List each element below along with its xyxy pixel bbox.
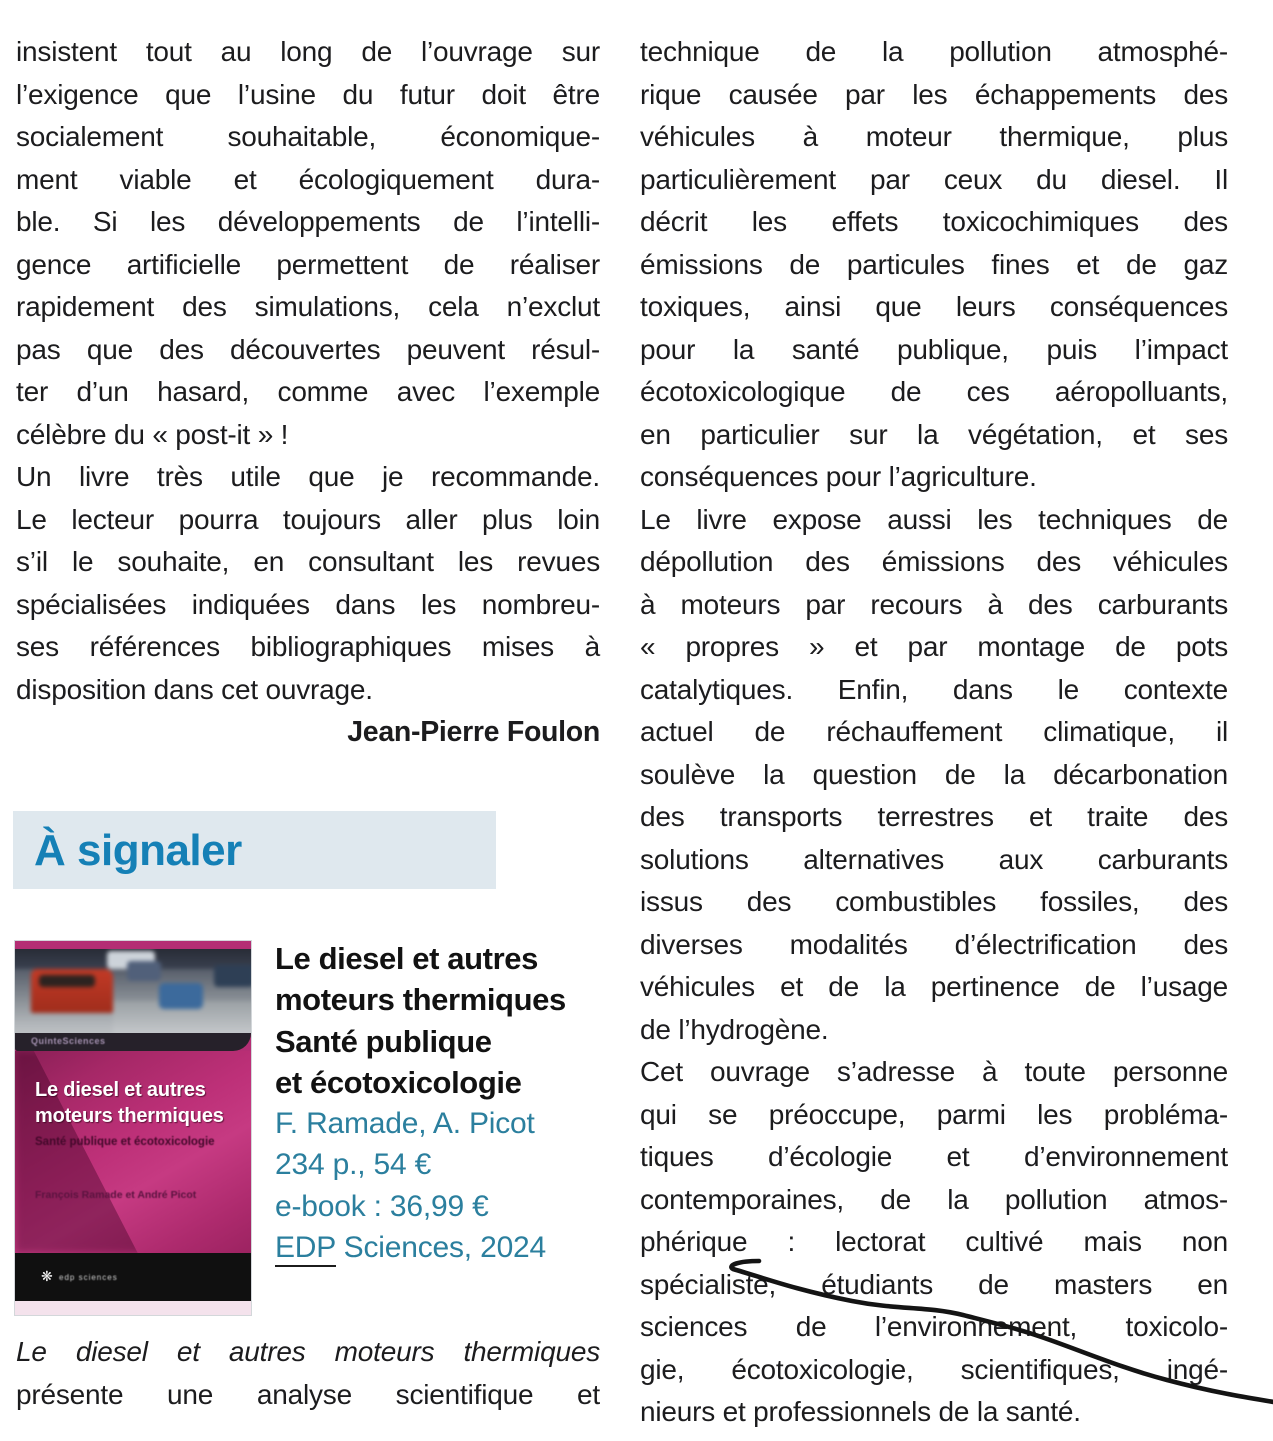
- a-signaler-band: [13, 811, 496, 889]
- book-details: [275, 938, 605, 1268]
- text-line: socialement souhaitable, économique-: [16, 121, 600, 152]
- text-line: ment viable et écologiquement dura-: [16, 163, 600, 195]
- text-line: conséquences pour l’agriculture.: [640, 461, 1037, 492]
- text-line: sciences de l’environnement, toxicolo-: [640, 1311, 1228, 1342]
- edp-logo-text: edp sciences: [59, 1273, 118, 1282]
- text-line: Le livre expose aussi les techniques de: [640, 503, 1228, 535]
- cover-photo-traffic: [15, 949, 251, 1033]
- text-line: véhicules à moteur thermique, plus: [640, 121, 1228, 152]
- text-line: dépollution des émissions des véhicules: [640, 546, 1228, 577]
- text-line: qui se préoccupe, parmi les probléma-: [640, 1098, 1228, 1130]
- text-line: solutions alternatives aux carburants: [640, 843, 1228, 875]
- cover-title: Le diesel et autres moteurs thermiques: [35, 1079, 224, 1127]
- text-line: en particulier sur la végétation, et ses: [640, 418, 1228, 450]
- cover-body: [15, 1051, 251, 1253]
- text-line: présente une analyse scientifique et: [16, 1378, 600, 1410]
- text-line: de l’hydrogène.: [640, 1013, 829, 1045]
- text-line: actuel de réchauffement climatique, il: [640, 716, 1228, 747]
- publisher-rest: Sciences, 2024: [335, 1231, 547, 1265]
- text-line: Le lecteur pourra toujours aller plus loin: [16, 503, 600, 535]
- publisher-abbr: EDP: [275, 1231, 336, 1267]
- text-line: ses références bibliographiques mises à: [16, 631, 600, 662]
- text-line: pas que des découvertes peuvent résul-: [16, 333, 600, 365]
- text-line: pour la santé publique, puis l’impact: [640, 333, 1228, 365]
- right-column-lines: [640, 31, 1228, 1434]
- cover-photo-blur-layer: [15, 949, 251, 1033]
- book-title-line: et écotoxicologie: [275, 1064, 522, 1100]
- book-pages-price: 234 p., 54 €: [275, 1148, 432, 1182]
- text-line: gence artificielle permettent de réaliser: [16, 248, 600, 280]
- text-line: écotoxicologique de ces aéropolluants,: [640, 376, 1228, 407]
- cover-bottom-strip: [15, 1301, 251, 1316]
- text-line: spécialisées indiquées dans les nombreu-: [16, 588, 600, 620]
- photo-car: [127, 961, 161, 981]
- text-line: ble. Si les développements de l’intelli-: [16, 206, 600, 237]
- text-line: insistent tout au long de l’ouvrage sur: [16, 36, 600, 67]
- book-ebook-price: e-book : 36,99 €: [275, 1189, 489, 1223]
- text-line: rapidement des simulations, cela n’exclut: [16, 291, 600, 322]
- cover-collection-band: [15, 1033, 251, 1051]
- edp-logo-icon: ❋: [41, 1268, 53, 1284]
- photo-truck-windshield: [39, 975, 95, 987]
- text-line: nieurs et professionnels de la santé.: [640, 1396, 1081, 1427]
- section-heading: À signaler: [34, 826, 242, 875]
- cover-publisher-band: [15, 1253, 251, 1301]
- text-line: des transports terrestres et traite des: [640, 801, 1228, 832]
- book-title-line: Le diesel et autres: [275, 941, 538, 976]
- book-authors: F. Ramade, A. Picot: [275, 1107, 535, 1141]
- book-publisher-year: [275, 1227, 605, 1268]
- book-cover-image: [14, 940, 252, 1316]
- text-line: Un livre très utile que je recommande.: [16, 461, 600, 492]
- text-line: rique causée par les échappements des: [640, 78, 1228, 110]
- book-title-line: moteurs thermiques: [275, 982, 566, 1018]
- book-title-line: Santé publique: [275, 1023, 492, 1059]
- bottom-left-paragraph: [16, 1331, 600, 1416]
- text-line: toxiques, ainsi que leurs conséquences: [640, 291, 1228, 322]
- text-line: célèbre du « post-it » !: [16, 418, 289, 450]
- right-column: [640, 31, 1228, 1434]
- text-line: gie, écotoxicologie, scientifiques, ingé-: [640, 1353, 1228, 1385]
- text-line: ter d’un hasard, comme avec l’exemple: [16, 376, 600, 407]
- left-column-lines: [16, 31, 600, 711]
- text-line: s’il le souhaite, en consultant les revues: [16, 546, 600, 577]
- cover-subtitle: Santé publique et écotoxicologie: [35, 1136, 215, 1148]
- text-line: émissions de particules fines et de gaz: [640, 248, 1228, 280]
- text-line: disposition dans cet ouvrage.: [16, 673, 373, 705]
- text-line: Cet ouvrage s’adresse à toute personne: [640, 1056, 1228, 1087]
- reviewer-signature: Jean-Pierre Foulon: [347, 716, 600, 748]
- book-title-lines: [275, 938, 605, 1103]
- text-line: technique de la pollution atmosphé-: [640, 36, 1228, 67]
- text-line: soulève la question de la décarbonation: [640, 758, 1228, 790]
- cover-collection-label: QuinteSciences: [31, 1036, 106, 1046]
- text-line: véhicules et de la pertinence de l’usage: [640, 971, 1228, 1002]
- text-line: « propres » et par montage de pots: [640, 631, 1228, 662]
- photo-blue-car: [159, 983, 203, 1009]
- text-line: diverses modalités d’électrification des: [640, 928, 1228, 960]
- text-line: à moteurs par recours à des carburants: [640, 588, 1228, 620]
- text-line: Le diesel et autres moteurs thermiques: [16, 1336, 600, 1367]
- text-line: issus des combustibles fossiles, des: [640, 886, 1228, 917]
- text-line: phérique : lectorat cultivé mais non: [640, 1226, 1228, 1257]
- text-line: particulièrement par ceux du diesel. Il: [640, 163, 1228, 195]
- cover-authors: François Ramade et André Picot: [35, 1189, 197, 1201]
- left-column: [16, 31, 600, 754]
- text-line: catalytiques. Enfin, dans le contexte: [640, 673, 1228, 705]
- photo-dark-car: [214, 965, 251, 987]
- text-line: contemporaines, de la pollution atmos-: [640, 1183, 1228, 1215]
- text-line: l’exigence que l’usine du futur doit être: [16, 78, 600, 110]
- text-line: tiques d’écologie et d’environnement: [640, 1141, 1228, 1172]
- cover-top-strip: [15, 941, 251, 949]
- text-line: décrit les effets toxicochimiques des: [640, 206, 1228, 237]
- text-line: spécialiste, étudiants de masters en: [640, 1268, 1228, 1300]
